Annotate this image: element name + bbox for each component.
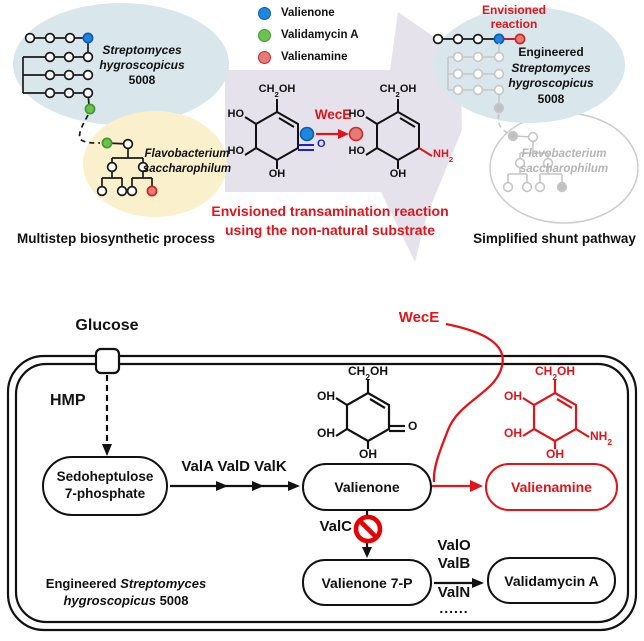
engineered-cell-caption bbox=[28, 575, 224, 609]
legend-item-valienone bbox=[258, 2, 359, 24]
legend-label-valienamine: Valienamine bbox=[281, 51, 348, 63]
valienone-dot-icon bbox=[258, 7, 271, 20]
ho-label: HO bbox=[348, 108, 365, 120]
ketone-o-label: O bbox=[408, 419, 418, 433]
glucose-label: Glucose bbox=[75, 317, 139, 334]
ch2oh-label: $CH_2OH$ bbox=[347, 364, 388, 383]
ch2oh-label: $CH_2OH$ bbox=[534, 364, 575, 383]
shunt-caption: Simplified shunt pathway bbox=[473, 231, 636, 246]
flavobacterium-label-line1: Flavobacterium bbox=[144, 148, 230, 160]
multistep-caption: Multistep biosynthetic process bbox=[16, 231, 216, 246]
glucose-uptake-arrow bbox=[102, 375, 112, 456]
valienone-structure-reaction bbox=[222, 83, 332, 192]
wece-shunt-arrow bbox=[432, 324, 503, 492]
oh-label: OH bbox=[317, 389, 335, 403]
valc-blocked-arrow bbox=[356, 511, 380, 558]
engineered-label-line4: 5008 bbox=[537, 91, 565, 106]
shunt-flavobacterium-line2: saccharophilum bbox=[519, 163, 609, 175]
engineered-label-line2: Streptomyces bbox=[511, 60, 591, 75]
hmp-label: HMP bbox=[50, 392, 86, 409]
valo-label: ValO bbox=[437, 537, 471, 554]
streptomyces-label-line1: Streptomyces bbox=[102, 43, 182, 57]
streptomyces-label-line3: 5008 bbox=[128, 73, 156, 87]
flavobacterium-label-line2: saccharophilum bbox=[142, 163, 232, 175]
engineered-label-line1: Engineered bbox=[518, 45, 584, 59]
validamycin-box: Validamycin A bbox=[487, 557, 616, 604]
valienamine-dot-icon bbox=[258, 51, 271, 64]
oh-label: OH bbox=[504, 389, 522, 403]
envisioned-reaction-annotation bbox=[455, 4, 573, 31]
ketone-o-label: O bbox=[317, 138, 326, 150]
valienamine-box: Valienamine bbox=[485, 463, 618, 511]
legend-item-valienamine bbox=[258, 46, 359, 68]
valienone-box: Valienone bbox=[302, 463, 432, 511]
reaction-caption-line2: using the non-natural substrate bbox=[224, 221, 435, 238]
valienone-structure-cell bbox=[313, 364, 423, 473]
engineered-cell-caption-line1: Engineered Streptomyces bbox=[45, 576, 207, 591]
reaction-caption-line1: Envisioned transamination reaction bbox=[211, 203, 449, 219]
oh-label: OH bbox=[359, 447, 377, 461]
shunt-flavobacterium-label bbox=[502, 147, 626, 177]
oh-label: OH bbox=[546, 447, 564, 461]
oh-label: OH bbox=[389, 168, 407, 180]
sedoheptulose-line2: 7-phosphate bbox=[64, 486, 146, 501]
more-enzymes-label: ...... bbox=[439, 600, 469, 616]
glucose-transporter bbox=[96, 349, 119, 373]
nh2-label: $NH_2$ bbox=[433, 148, 454, 165]
envisioned-annotation-line2: reaction bbox=[490, 16, 538, 31]
nh2-label: $NH_2$ bbox=[590, 429, 613, 448]
engineered-label-line3: hygroscopicus bbox=[508, 76, 594, 90]
ho-label: HO bbox=[227, 145, 244, 157]
valienamine-structure-cell bbox=[500, 364, 613, 473]
oh-label: OH bbox=[504, 426, 522, 440]
legend-label-valienone: Valienone bbox=[281, 7, 335, 19]
sedoheptulose-box bbox=[42, 456, 168, 516]
streptomyces-label bbox=[84, 43, 200, 88]
ch2oh-label: $CH_2OH$ bbox=[258, 83, 296, 100]
wece-reaction-label: WecE bbox=[314, 107, 352, 122]
valb-label: ValB bbox=[437, 555, 471, 572]
engineered-cell-caption-line2: hygroscopicus 5008 bbox=[63, 593, 189, 608]
legend bbox=[258, 2, 359, 68]
valienone-7p-box: Valienone 7-P bbox=[302, 559, 432, 606]
validamycin-dot-icon bbox=[258, 29, 271, 42]
enzyme-chain-label: ValA ValD ValK bbox=[181, 458, 287, 475]
vala-vald-valk-arrow bbox=[170, 481, 300, 491]
shunt-flavobacterium-line1: Flavobacterium bbox=[521, 148, 607, 160]
sedoheptulose-line1: Sedoheptulose bbox=[56, 469, 154, 485]
streptomyces-label-line2: hygroscopicus bbox=[99, 58, 185, 72]
valienamine-structure-reaction bbox=[343, 83, 454, 192]
oh-label: OH bbox=[317, 426, 335, 440]
ch2oh-label: $CH_2OH$ bbox=[379, 83, 417, 100]
legend-item-validamycin bbox=[258, 24, 359, 46]
valc-label: ValC bbox=[319, 518, 352, 535]
envisioned-annotation-line1: Envisioned bbox=[481, 3, 546, 17]
ho-label: HO bbox=[348, 145, 365, 157]
wece-cell-label: WecE bbox=[398, 309, 440, 326]
valn-label: ValN bbox=[437, 584, 471, 601]
oh-label: OH bbox=[268, 168, 286, 180]
legend-label-validamycin: Validamycin A bbox=[281, 29, 359, 41]
ho-label: HO bbox=[227, 108, 244, 120]
reaction-caption bbox=[200, 202, 460, 239]
engineered-streptomyces-label bbox=[495, 45, 607, 107]
